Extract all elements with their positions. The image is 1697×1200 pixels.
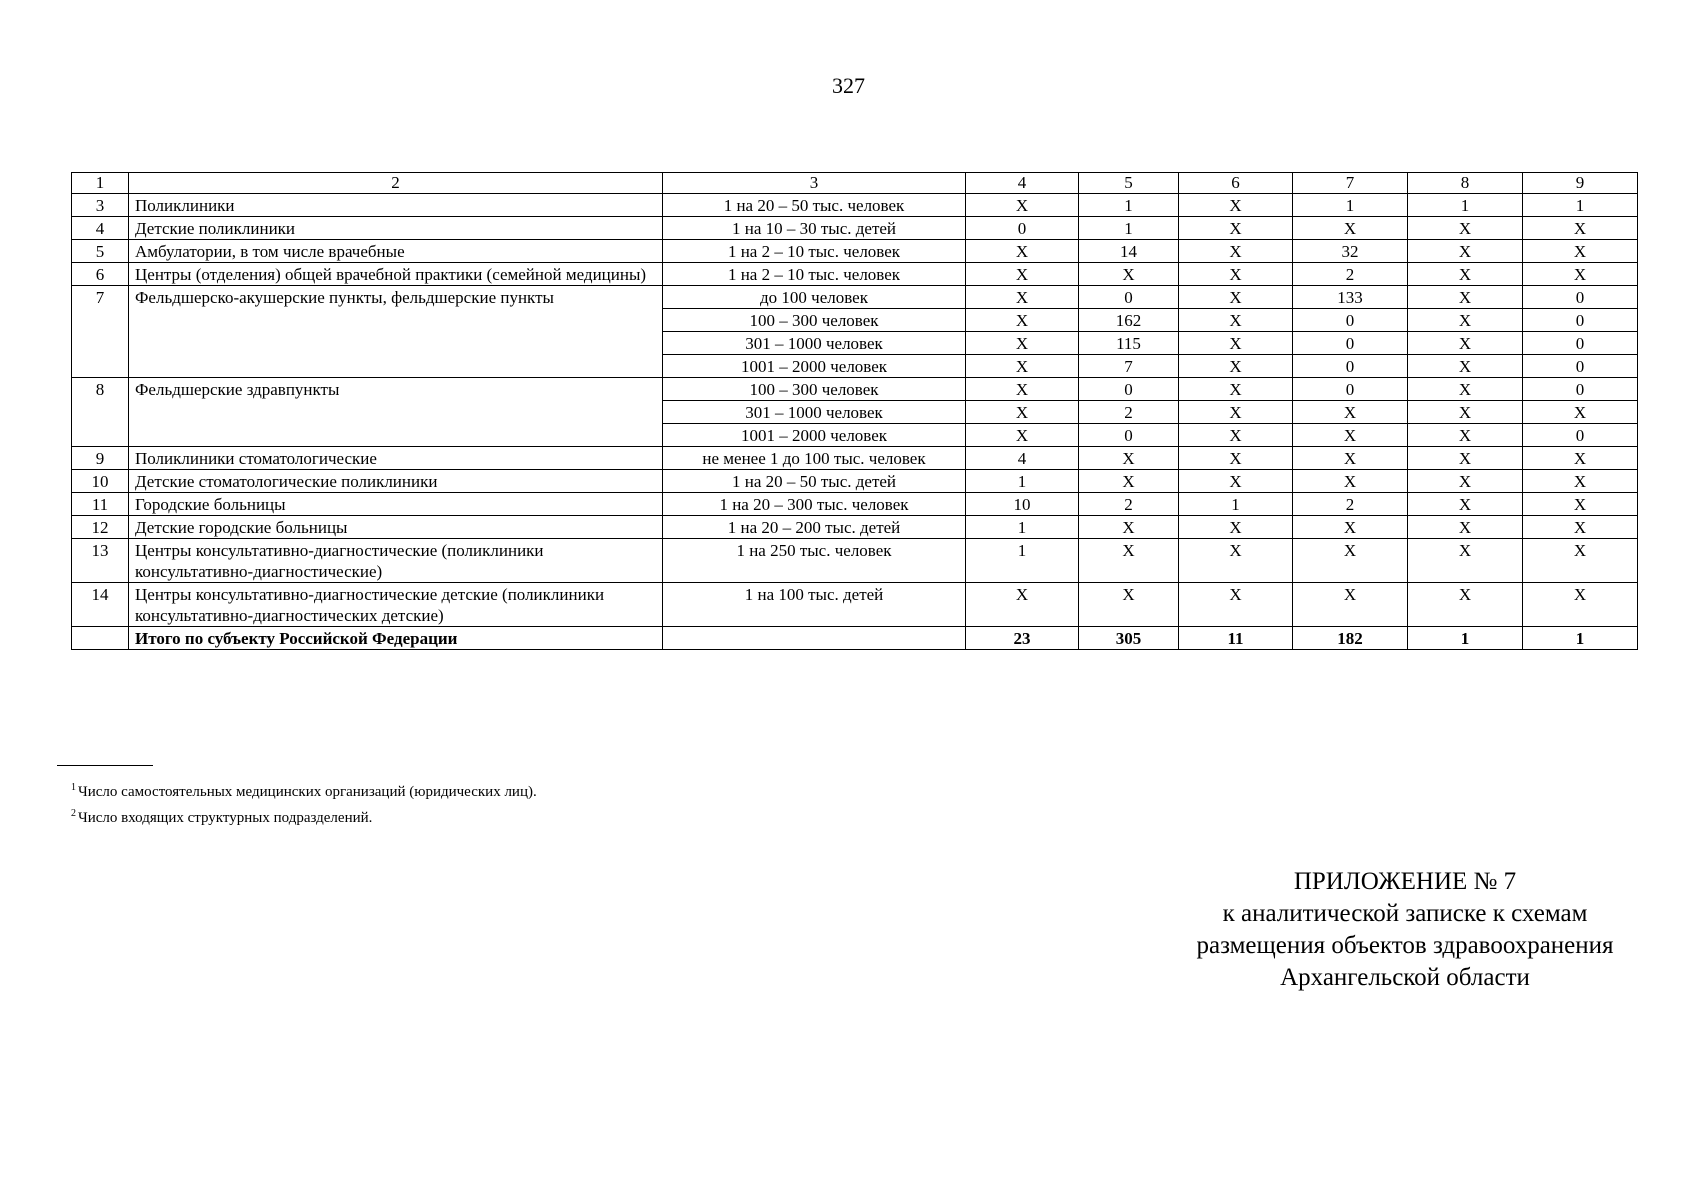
value-cell: X — [1408, 470, 1523, 493]
value-cell: X — [1408, 424, 1523, 447]
appendix-heading — [1125, 866, 1685, 994]
row-number-cell: 12 — [72, 516, 129, 539]
value-cell: 0 — [1523, 378, 1638, 401]
value-cell: X — [1523, 539, 1638, 583]
page-number: 327 — [832, 73, 865, 98]
value-cell: X — [1408, 401, 1523, 424]
value-cell: 1 — [966, 539, 1079, 583]
table-row — [72, 447, 1638, 470]
value-cell: X — [1408, 217, 1523, 240]
value-cell: 7 — [1079, 355, 1179, 378]
value-cell: X — [1293, 217, 1408, 240]
footnotes — [71, 777, 537, 829]
value-cell: 1 — [1179, 493, 1293, 516]
norm-cell: не менее 1 до 100 тыс. человек — [663, 447, 966, 470]
value-cell: X — [1408, 309, 1523, 332]
value-cell: X — [1408, 378, 1523, 401]
row-number-cell: 8 — [72, 378, 129, 447]
facility-type-cell: Детские поликлиники — [129, 217, 663, 240]
table-row — [72, 286, 1638, 309]
norm-cell: 1 на 2 – 10 тыс. человек — [663, 263, 966, 286]
value-cell: X — [1408, 263, 1523, 286]
value-cell: X — [1293, 516, 1408, 539]
column-number-header: 5 — [1079, 173, 1179, 194]
value-cell: X — [1179, 378, 1293, 401]
facility-type-cell: Детские городские больницы — [129, 516, 663, 539]
appendix-line-2: размещения объектов здравоохранения — [1196, 932, 1614, 959]
value-cell: X — [1293, 447, 1408, 470]
value-cell: 162 — [1079, 309, 1179, 332]
value-cell: X — [1179, 286, 1293, 309]
value-cell: X — [966, 194, 1079, 217]
row-number-cell: 13 — [72, 539, 129, 583]
value-cell: X — [1179, 263, 1293, 286]
value-cell: X — [966, 355, 1079, 378]
facility-type-cell: Детские стоматологические поликлиники — [129, 470, 663, 493]
value-cell: 14 — [1079, 240, 1179, 263]
norm-cell: 1 на 20 – 200 тыс. детей — [663, 516, 966, 539]
column-number-header: 1 — [72, 173, 129, 194]
value-cell: X — [1179, 583, 1293, 627]
table-row — [72, 470, 1638, 493]
column-number-header: 6 — [1179, 173, 1293, 194]
norm-cell: 1 на 250 тыс. человек — [663, 539, 966, 583]
value-cell: 0 — [1523, 309, 1638, 332]
total-value-cell: 182 — [1293, 627, 1408, 650]
value-cell: 1 — [1079, 217, 1179, 240]
footnote-1: $^1$ Число самостоятельных медицинских организаций (юридических лиц). — [71, 782, 537, 800]
value-cell: 0 — [966, 217, 1079, 240]
value-cell: X — [1079, 447, 1179, 470]
value-cell: X — [966, 263, 1079, 286]
norm-cell: 301 – 1000 человек — [663, 332, 966, 355]
value-cell: X — [966, 378, 1079, 401]
row-number-cell: 4 — [72, 217, 129, 240]
norm-cell: 1 на 20 – 300 тыс. человек — [663, 493, 966, 516]
value-cell: X — [1293, 401, 1408, 424]
row-number-cell — [72, 627, 129, 650]
value-cell: X — [1179, 217, 1293, 240]
value-cell: 2 — [1079, 401, 1179, 424]
value-cell: 2 — [1293, 263, 1408, 286]
value-cell: X — [1408, 332, 1523, 355]
facility-type-cell: Амбулатории, в том числе врачебные — [129, 240, 663, 263]
table-row — [72, 217, 1638, 240]
value-cell: X — [1179, 332, 1293, 355]
value-cell: X — [1179, 424, 1293, 447]
value-cell: X — [1179, 401, 1293, 424]
facilities-table — [71, 172, 1638, 650]
value-cell: 10 — [966, 493, 1079, 516]
norm-cell: 100 – 300 человек — [663, 378, 966, 401]
facility-type-cell: Фельдшерские здравпункты — [129, 378, 663, 447]
column-number-header: 7 — [1293, 173, 1408, 194]
total-row — [72, 627, 1638, 650]
norm-cell: 1 на 20 – 50 тыс. детей — [663, 470, 966, 493]
norm-cell: 100 – 300 человек — [663, 309, 966, 332]
value-cell: X — [1408, 583, 1523, 627]
value-cell: X — [966, 332, 1079, 355]
column-number-header: 8 — [1408, 173, 1523, 194]
value-cell: X — [1408, 539, 1523, 583]
table-row — [72, 539, 1638, 583]
value-cell: 1 — [966, 470, 1079, 493]
value-cell: X — [1523, 470, 1638, 493]
value-cell: X — [1408, 355, 1523, 378]
value-cell: X — [1293, 470, 1408, 493]
value-cell: 0 — [1523, 424, 1638, 447]
row-number-cell: 11 — [72, 493, 129, 516]
value-cell: 1 — [1523, 194, 1638, 217]
value-cell: X — [1179, 447, 1293, 470]
total-value-cell: 11 — [1179, 627, 1293, 650]
norm-cell: 1 на 2 – 10 тыс. человек — [663, 240, 966, 263]
value-cell: X — [1179, 539, 1293, 583]
value-cell: 32 — [1293, 240, 1408, 263]
table-row — [72, 240, 1638, 263]
value-cell: X — [1079, 516, 1179, 539]
row-number-cell: 7 — [72, 286, 129, 378]
value-cell: 2 — [1079, 493, 1179, 516]
value-cell: 133 — [1293, 286, 1408, 309]
value-cell: X — [1079, 263, 1179, 286]
value-cell: X — [1293, 424, 1408, 447]
value-cell: X — [1408, 286, 1523, 309]
facility-type-cell: Городские больницы — [129, 493, 663, 516]
value-cell: 0 — [1079, 424, 1179, 447]
value-cell: X — [1079, 470, 1179, 493]
appendix-title: ПРИЛОЖЕНИЕ № 7 — [1293, 868, 1517, 895]
value-cell: X — [1523, 516, 1638, 539]
value-cell: 1 — [1079, 194, 1179, 217]
row-number-cell: 14 — [72, 583, 129, 627]
table-row — [72, 263, 1638, 286]
table-row — [72, 194, 1638, 217]
value-cell: X — [1079, 539, 1179, 583]
value-cell: X — [1408, 447, 1523, 470]
value-cell: 1 — [966, 516, 1079, 539]
total-label-cell: Итого по субъекту Российской Федерации — [129, 627, 663, 650]
value-cell: X — [1523, 401, 1638, 424]
value-cell: X — [1179, 516, 1293, 539]
facility-type-cell: Фельдшерско-акушерские пункты, фельдшерские пункты — [129, 286, 663, 378]
column-number-header: 9 — [1523, 173, 1638, 194]
footnote-2: $^2$ Число входящих структурных подразделений. — [71, 808, 373, 826]
value-cell: X — [1523, 240, 1638, 263]
table-row — [72, 493, 1638, 516]
table-row — [72, 516, 1638, 539]
total-value-cell: 1 — [1408, 627, 1523, 650]
column-number-header: 3 — [663, 173, 966, 194]
value-cell: X — [1179, 355, 1293, 378]
table-row — [72, 378, 1638, 401]
row-number-cell: 9 — [72, 447, 129, 470]
footnote-separator — [57, 765, 153, 766]
value-cell: X — [1408, 240, 1523, 263]
norm-cell: 1 на 20 – 50 тыс. человек — [663, 194, 966, 217]
value-cell: X — [966, 309, 1079, 332]
value-cell: 0 — [1293, 378, 1408, 401]
row-number-cell: 5 — [72, 240, 129, 263]
value-cell: X — [1179, 194, 1293, 217]
appendix-line-3: Архангельской области — [1280, 964, 1530, 991]
norm-cell: до 100 человек — [663, 286, 966, 309]
facility-type-cell: Поликлиники — [129, 194, 663, 217]
appendix-line-1: к аналитической записке к схемам — [1222, 900, 1588, 927]
value-cell: 1 — [1408, 194, 1523, 217]
value-cell: X — [1523, 447, 1638, 470]
total-value-cell: 305 — [1079, 627, 1179, 650]
value-cell: X — [966, 583, 1079, 627]
value-cell: X — [1179, 309, 1293, 332]
facility-type-cell: Поликлиники стоматологические — [129, 447, 663, 470]
value-cell: X — [1079, 583, 1179, 627]
table-header-row — [72, 173, 1638, 194]
value-cell: X — [966, 424, 1079, 447]
norm-cell: 1 на 100 тыс. детей — [663, 583, 966, 627]
value-cell: 0 — [1293, 309, 1408, 332]
value-cell: 0 — [1079, 378, 1179, 401]
total-value-cell: 23 — [966, 627, 1079, 650]
value-cell: 0 — [1079, 286, 1179, 309]
norm-cell: 1001 – 2000 человек — [663, 355, 966, 378]
value-cell: X — [1408, 493, 1523, 516]
norm-cell — [663, 627, 966, 650]
value-cell: X — [1179, 240, 1293, 263]
value-cell: X — [1523, 583, 1638, 627]
row-number-cell: 3 — [72, 194, 129, 217]
value-cell: 0 — [1293, 332, 1408, 355]
row-number-cell: 10 — [72, 470, 129, 493]
norm-cell: 301 – 1000 человек — [663, 401, 966, 424]
value-cell: X — [1408, 516, 1523, 539]
value-cell: X — [1179, 470, 1293, 493]
value-cell: X — [966, 286, 1079, 309]
facility-type-cell: Центры консультативно-диагностические детские (поликлиники консультативно-диагностических детские) — [129, 583, 663, 627]
value-cell: 4 — [966, 447, 1079, 470]
value-cell: 0 — [1523, 332, 1638, 355]
table-row — [72, 583, 1638, 627]
column-number-header: 2 — [129, 173, 663, 194]
value-cell: 0 — [1523, 286, 1638, 309]
value-cell: X — [1293, 539, 1408, 583]
value-cell: 115 — [1079, 332, 1179, 355]
facility-type-cell: Центры консультативно-диагностические (поликлиники консультативно-диагностические) — [129, 539, 663, 583]
value-cell: 1 — [1293, 194, 1408, 217]
value-cell: X — [966, 240, 1079, 263]
norm-cell: 1001 – 2000 человек — [663, 424, 966, 447]
value-cell: X — [1293, 583, 1408, 627]
column-number-header: 4 — [966, 173, 1079, 194]
norm-cell: 1 на 10 – 30 тыс. детей — [663, 217, 966, 240]
value-cell: X — [1523, 493, 1638, 516]
facility-type-cell: Центры (отделения) общей врачебной практики (семейной медицины) — [129, 263, 663, 286]
total-value-cell: 1 — [1523, 627, 1638, 650]
value-cell: X — [1523, 217, 1638, 240]
value-cell: X — [966, 401, 1079, 424]
value-cell: 2 — [1293, 493, 1408, 516]
value-cell: 0 — [1523, 355, 1638, 378]
value-cell: 0 — [1293, 355, 1408, 378]
value-cell: X — [1523, 263, 1638, 286]
row-number-cell: 6 — [72, 263, 129, 286]
